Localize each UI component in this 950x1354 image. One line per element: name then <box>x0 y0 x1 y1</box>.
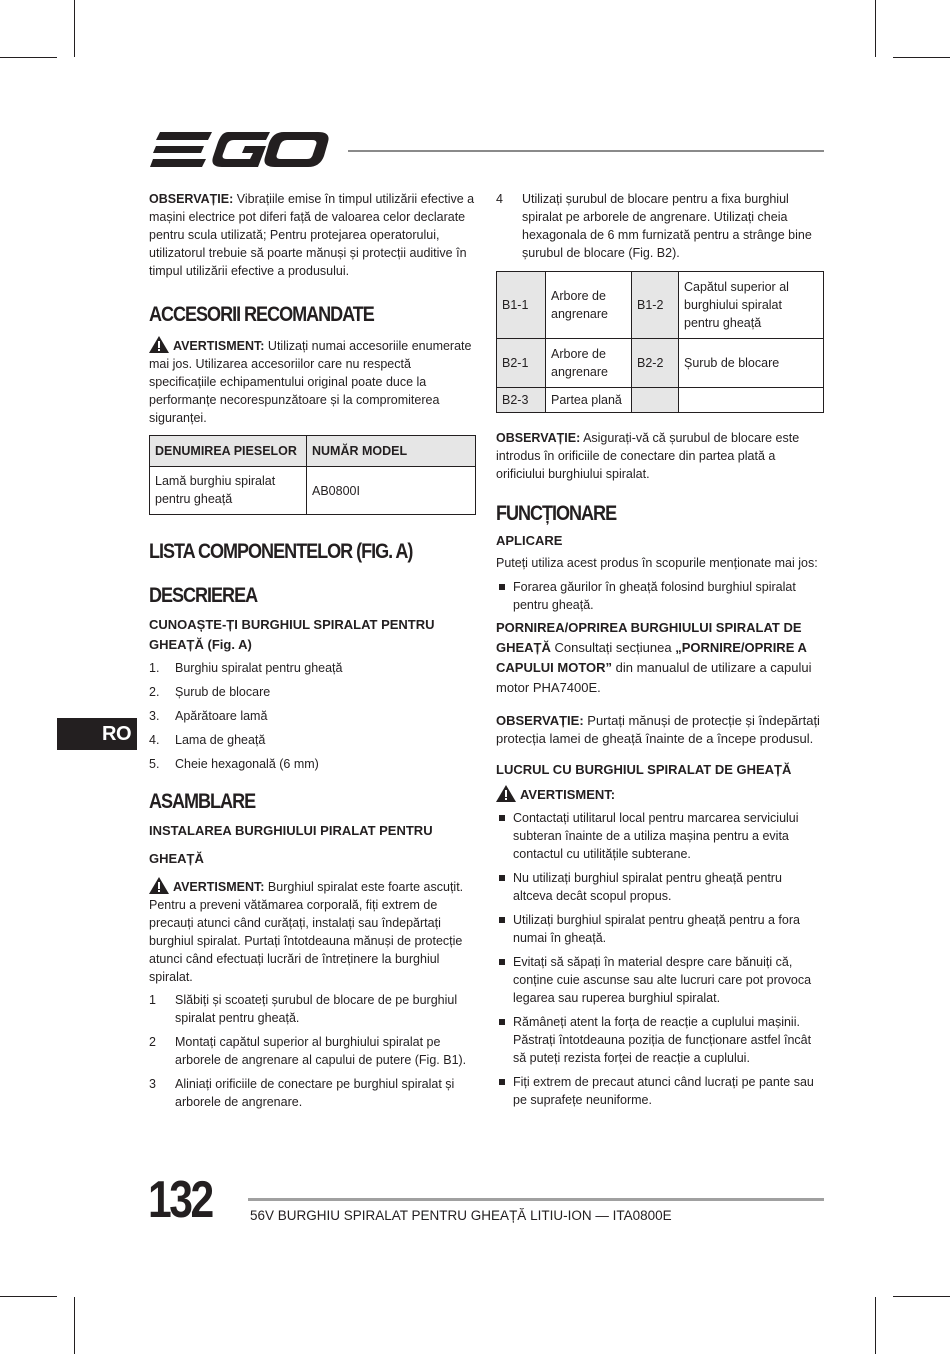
list-item: 1 Slăbiți și scoateți șurubul de blocare de pe burghiul spiralat pentru gheață. <box>149 993 458 1025</box>
warning-accessories: AVERTISMENT: Utilizați numai accesoriile enumerate mai jos. Utilizarea accesoriilor care nu respectă specificațiile echipamentului original poate duce la performanțe necorespunzătoare și la compromiterea siguranței. <box>149 336 476 427</box>
crop-mark <box>875 1297 876 1354</box>
right-column <box>496 190 824 1109</box>
header-rule <box>348 150 824 152</box>
heading-install-line1: INSTALAREA BURGHIULUI PIRALAT PENTRU <box>149 823 433 838</box>
list-item: Contactați utilitarul local pentru marcarea serviciului subteran înainte de a utiliza mașina pentru a evita contactul cu utilitățile subterane. <box>496 809 824 863</box>
warning-sharp: AVERTISMENT: Burghiul spiralat este foarte ascuțit. Pentru a preveni vătămarea corporală, fiți extrem de precauți atunci când curățați, instalați sau îndepărtați burghiul spiralat. Purtați întotdeauna mănuși de protecție atunci când efectuați lucrări de întreținere la burghiul spiralat. <box>149 877 476 986</box>
list-item: Evitați să săpați în material despre care bănuiți că, conține cuie ascunse sau alte lucruri care pot provoca legarea sau ruperea burghiul spiralat. <box>496 953 824 1007</box>
list-item: Rămâneți atent la forța de reacție a cuplului mașinii. Păstrați întotdeauna poziția de funcționare astfel încât să puteți rezista forței de reacție a cuplului. <box>496 1013 824 1067</box>
list-item: 4 Utilizați șurubul de blocare pentru a fixa burghiul spiralat pe arborele de angrenare. Utilizați cheia hexagonala de 6 mm furnizată pentru a strânge bine șurubul de blocare (Fig. B2). <box>496 192 812 260</box>
warning-working: AVERTISMENT: <box>496 785 824 804</box>
list-item: 3 Aliniați orificiile de conectare pe burghiul spiralat și arborele de angrenare. <box>149 1077 455 1109</box>
list-item: 1. Burghiu spiralat pentru gheață <box>149 661 343 675</box>
list-item: Fiți extrem de precaut atunci când lucrați pe pante sau pe suprafețe neuniforme. <box>496 1073 824 1109</box>
warning-icon <box>496 785 516 802</box>
crop-mark <box>74 1297 75 1354</box>
list-item: 5. Cheie hexagonală (6 mm) <box>149 757 319 771</box>
list-item: Nu utilizați burghiul spiralat pentru gheață pentru altceva decât scopul propus. <box>496 869 824 905</box>
list-item: Utilizați burghiul spiralat pentru gheață pentru a fora numai în gheață. <box>496 911 824 947</box>
crop-mark <box>0 1296 57 1297</box>
note-lock-bolt: OBSERVAȚIE: Asigurați-vă că șurubul de blocare este introdus în orificiile de conectare din partea plată a orificiului burghiului spiralat. <box>496 431 800 481</box>
heading-components: LISTA COMPONENTELOR (FIG. A) <box>149 540 413 563</box>
table-row: B1-1 Arbore de angrenare B1-2 Capătul superior al burghiului spiralat pentru gheață <box>497 272 824 339</box>
heading-accessories: ACCESORII RECOMANDATE <box>149 303 374 326</box>
footer-title: 56V BURGHIU SPIRALAT PENTRU GHEAȚĂ LITIU-ION — ITA0800E <box>250 1208 672 1223</box>
table-row: B2-1 Arbore de angrenare B2-2 Șurub de blocare <box>497 339 824 388</box>
left-column <box>149 190 476 1111</box>
warning-icon <box>149 336 169 353</box>
install-steps <box>149 991 476 1111</box>
heading-operation: FUNCȚIONARE <box>496 502 617 525</box>
crop-mark <box>74 0 75 57</box>
start-stop-section: PORNIREA/OPRIREA BURGHIULUI SPIRALAT DE GHEAȚĂ Consultați secțiunea „PORNIRE/OPRIRE A CAPULUI MOTOR” din manualul de utilizare a capului motor PHA7400E. <box>496 620 812 695</box>
application-text: Puteți utiliza acest produs în scopurile menționate mai jos: <box>496 556 818 570</box>
list-item: 2. Șurub de blocare <box>149 685 271 699</box>
heading-working: LUCRUL CU BURGHIUL SPIRALAT DE GHEAȚĂ <box>496 762 792 777</box>
parts-table <box>496 271 824 413</box>
language-tab: RO <box>57 718 137 750</box>
list-item: 4. Lama de gheață <box>149 733 266 747</box>
application-list <box>496 578 824 614</box>
crop-mark <box>875 0 876 57</box>
heading-description: DESCRIEREA <box>149 584 258 607</box>
crop-mark <box>893 1296 950 1297</box>
working-list <box>496 809 824 1109</box>
install-steps-continued <box>496 190 824 262</box>
list-item: 3. Apărătoare lamă <box>149 709 268 723</box>
heading-application: APLICARE <box>496 533 563 548</box>
crop-mark <box>893 57 950 58</box>
heading-install-line2: GHEAȚĂ <box>149 851 204 866</box>
ego-logo <box>150 130 330 170</box>
accessories-table <box>149 435 476 515</box>
footer-rule <box>248 1198 824 1201</box>
table-row: B2-3 Partea plană <box>497 388 824 413</box>
heading-know-auger: CUNOAȘTE-ȚI BURGHIUL SPIRALAT PENTRU GHEAȚĂ (Fig. A) <box>149 617 435 652</box>
heading-assembly: ASAMBLARE <box>149 790 256 813</box>
components-list <box>149 659 476 773</box>
page-number: 132 <box>148 1171 212 1229</box>
table-row: Lamă burghiu spiralat pentru gheață AB0800I <box>150 467 476 515</box>
table-header: NUMĂR MODEL <box>307 436 476 467</box>
crop-mark <box>0 57 57 58</box>
list-item: 2 Montați capătul superior al burghiului spiralat pe arborele de angrenare al capului de putere (Fig. B1). <box>149 1035 467 1067</box>
warning-icon <box>149 877 169 894</box>
list-item: Forarea găurilor în gheață folosind burghiul spiralat pentru gheață. <box>496 578 824 614</box>
note-vibration: OBSERVAȚIE: Vibrațiile emise în timpul utilizării efective a mașini electrice pot diferi față de valoarea celor declarate pentru scula utilizată; Pentru protejarea operatorului, utilizatorul trebuie să poarte mănuși și protecții auditive în timpul utilizării efective a produsului. <box>149 192 475 278</box>
table-header: DENUMIREA PIESELOR <box>150 436 307 467</box>
note-gloves: OBSERVAȚIE: Purtați mănuși de protecție și îndepărtați protecția lamei de gheață înainte de a începe produsul. <box>496 713 820 746</box>
